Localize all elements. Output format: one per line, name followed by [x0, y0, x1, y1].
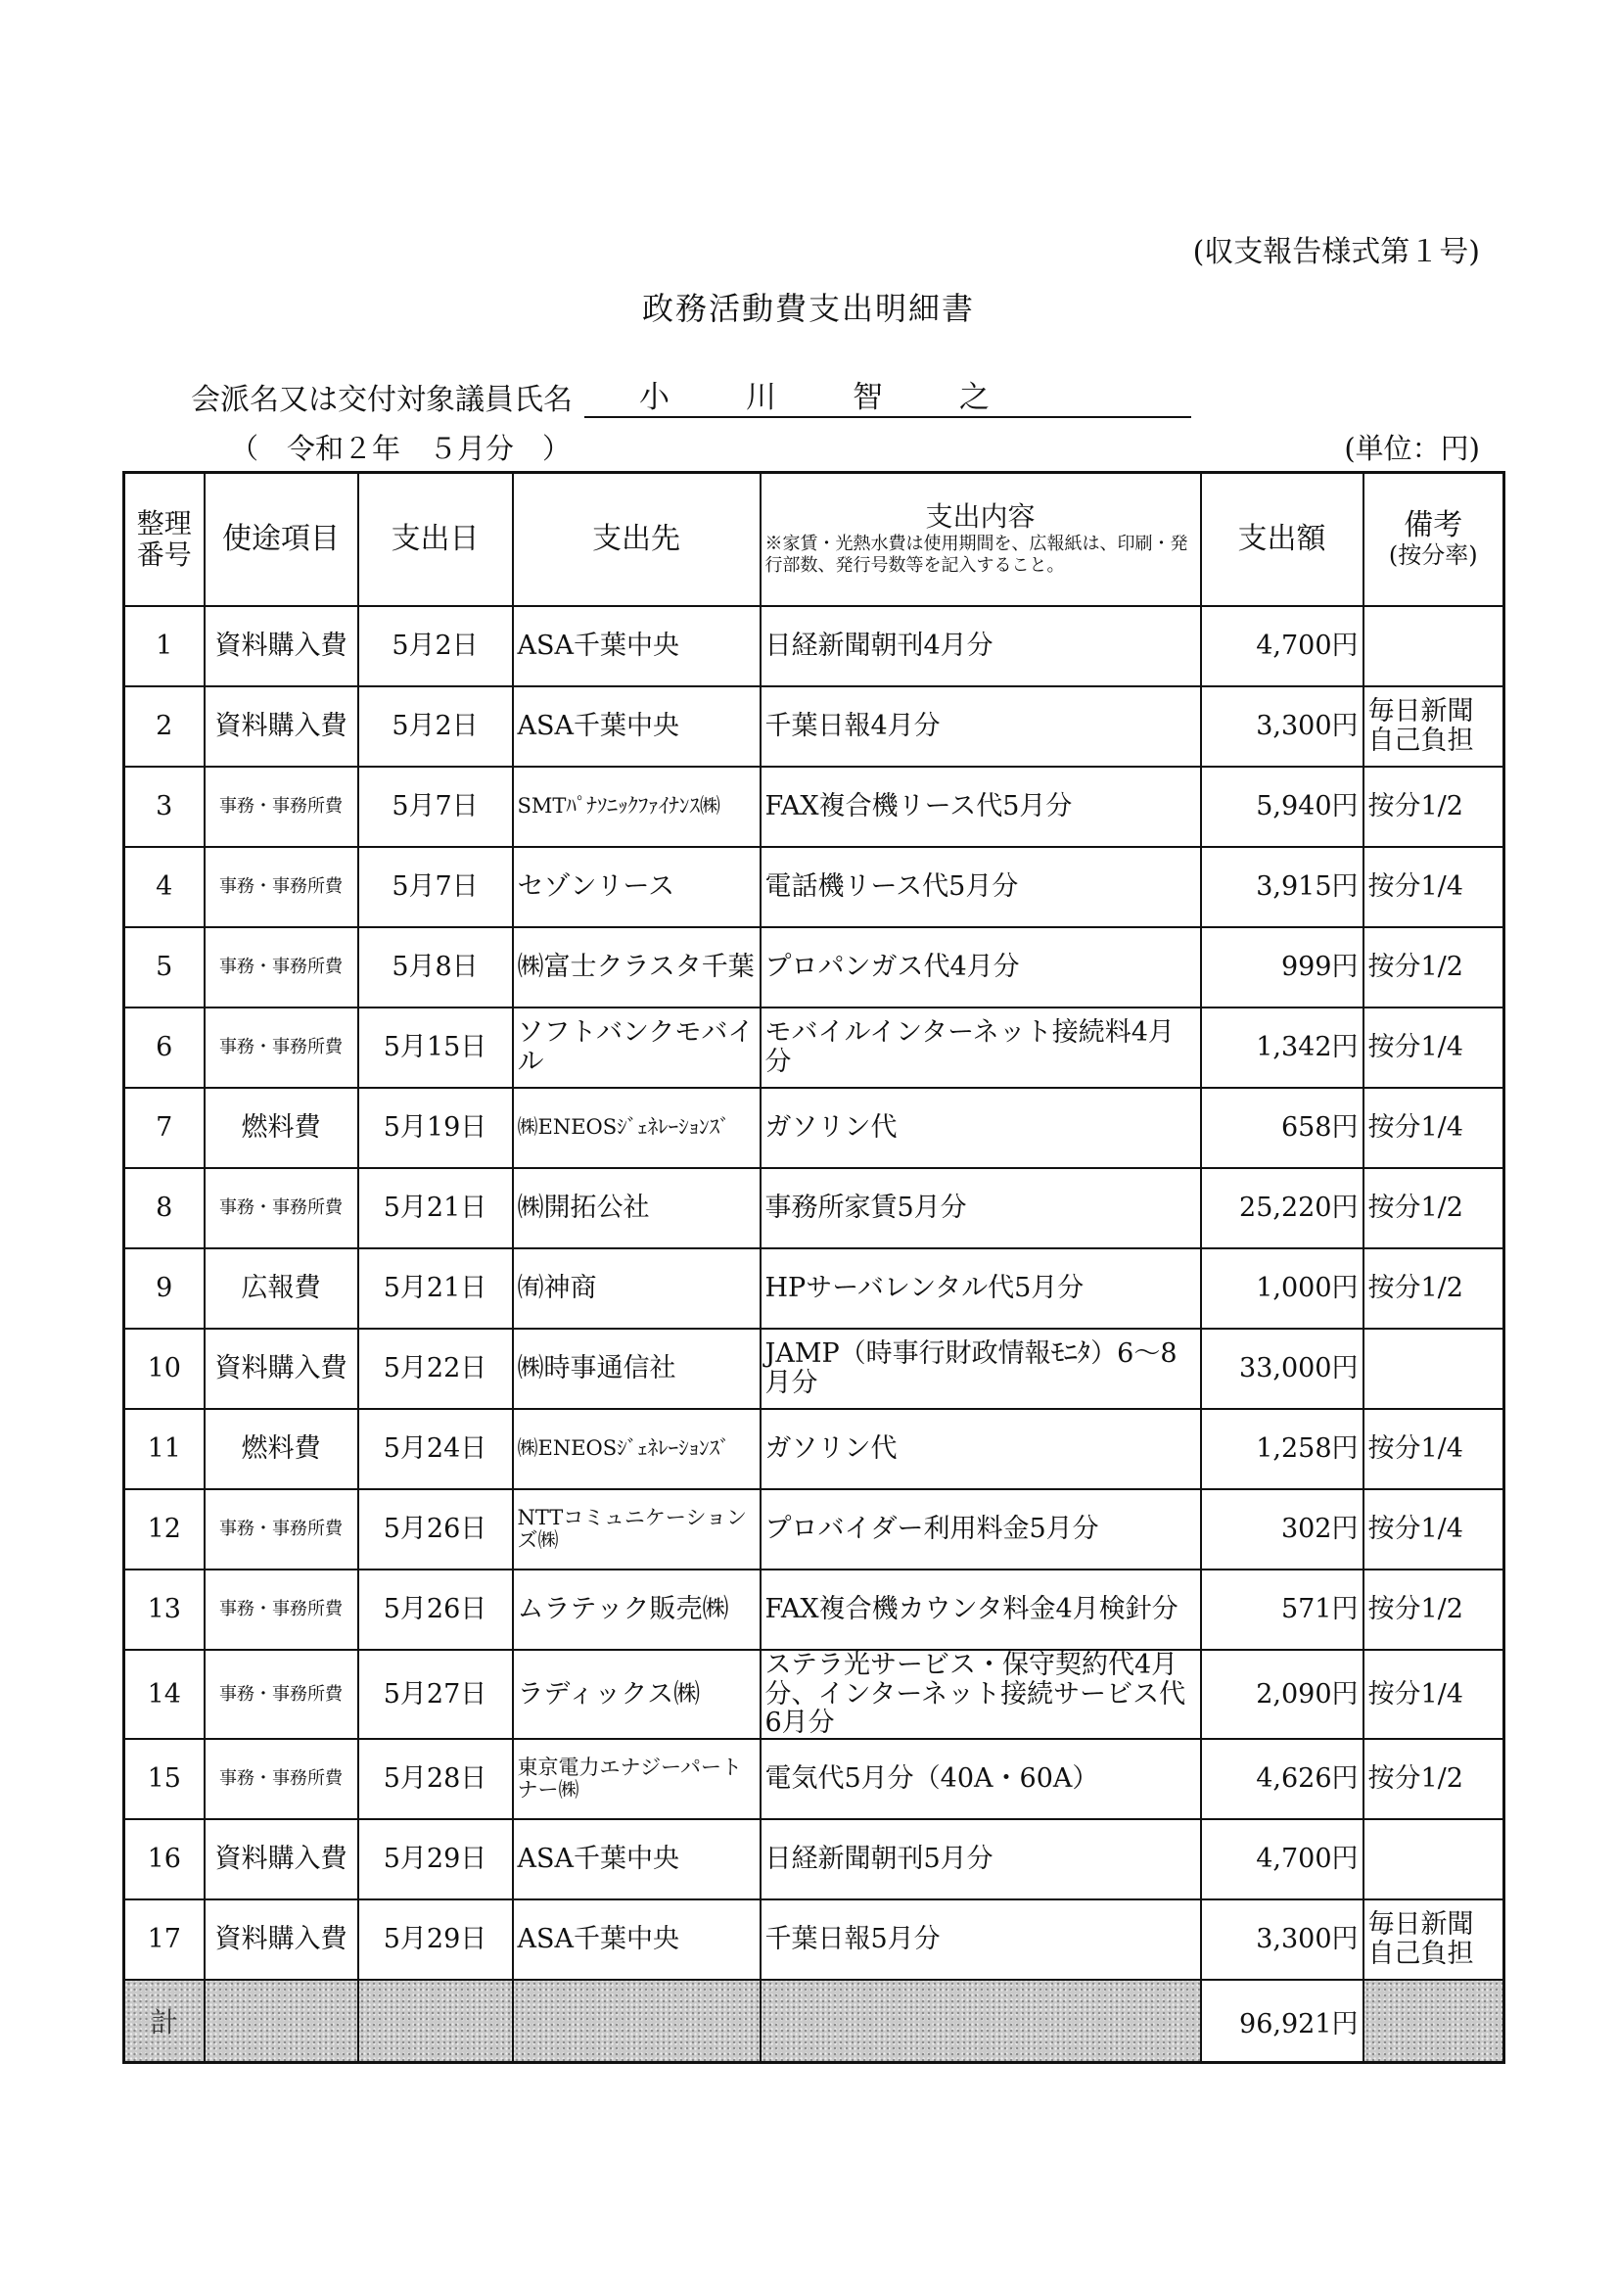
cell-remark [1363, 606, 1504, 686]
cell-payee: ASA千葉中央 [513, 686, 761, 767]
cell-no: 8 [124, 1168, 205, 1248]
cell-remark: 按分1/2 [1363, 1570, 1504, 1650]
cell-remark: 按分1/2 [1363, 1739, 1504, 1819]
cell-no: 2 [124, 686, 205, 767]
cell-content: JAMP（時事行財政情報ﾓﾆﾀ）6～8月分 [761, 1329, 1201, 1409]
cell-amount: 999円 [1201, 927, 1363, 1007]
total-shaded-cell [358, 1980, 513, 2063]
table-row [124, 606, 1504, 686]
cell-amount: 571円 [1201, 1570, 1363, 1650]
cell-purpose: 事務・事務所費 [205, 1739, 358, 1819]
table-body [124, 606, 1504, 1980]
member-name: 小川智之 [584, 372, 1191, 418]
cell-remark: 按分1/4 [1363, 1489, 1504, 1570]
cell-purpose: 資料購入費 [205, 686, 358, 767]
expense-table [122, 471, 1505, 2064]
cell-date: 5月29日 [358, 1899, 513, 1980]
cell-amount: 33,000円 [1201, 1329, 1363, 1409]
member-row [191, 372, 1191, 418]
cell-purpose: 事務・事務所費 [205, 1570, 358, 1650]
cell-remark: 按分1/4 [1363, 1650, 1504, 1739]
cell-date: 5月22日 [358, 1329, 513, 1409]
cell-purpose: 事務・事務所費 [205, 767, 358, 847]
table-row [124, 1409, 1504, 1489]
cell-no: 5 [124, 927, 205, 1007]
header-remark-sub: (按分率) [1388, 541, 1478, 570]
table-row [124, 1819, 1504, 1899]
header-payee: 支出先 [513, 473, 761, 607]
cell-no: 14 [124, 1650, 205, 1739]
cell-payee: ㈱ENEOSｼﾞｪﾈﾚｰｼｮﾝｽﾞ [513, 1088, 761, 1168]
header-purpose: 使途項目 [205, 473, 358, 607]
cell-no: 13 [124, 1570, 205, 1650]
cell-content: 事務所家賃5月分 [761, 1168, 1201, 1248]
cell-amount: 2,090円 [1201, 1650, 1363, 1739]
cell-content: 電話機リース代5月分 [761, 847, 1201, 927]
table-row [124, 1248, 1504, 1329]
cell-date: 5月27日 [358, 1650, 513, 1739]
cell-date: 5月15日 [358, 1007, 513, 1088]
cell-no: 15 [124, 1739, 205, 1819]
cell-purpose: 事務・事務所費 [205, 1489, 358, 1570]
cell-payee: セゾンリース [513, 847, 761, 927]
cell-date: 5月26日 [358, 1570, 513, 1650]
cell-date: 5月7日 [358, 767, 513, 847]
header-content [761, 473, 1201, 607]
cell-date: 5月28日 [358, 1739, 513, 1819]
cell-amount: 25,220円 [1201, 1168, 1363, 1248]
cell-amount: 3,915円 [1201, 847, 1363, 927]
cell-no: 16 [124, 1819, 205, 1899]
total-shaded-cell [205, 1980, 358, 2063]
table-row [124, 1650, 1504, 1739]
cell-remark: 毎日新聞自己負担 [1363, 1899, 1504, 1980]
page-title: 政務活動費支出明細書 [641, 290, 975, 327]
cell-date: 5月19日 [358, 1088, 513, 1168]
cell-purpose: 事務・事務所費 [205, 1168, 358, 1248]
cell-no: 11 [124, 1409, 205, 1489]
cell-payee: ラディックス㈱ [513, 1650, 761, 1739]
cell-date: 5月2日 [358, 606, 513, 686]
unit-label: (単位：円) [1344, 432, 1480, 465]
cell-content: 日経新聞朝刊4月分 [761, 606, 1201, 686]
cell-amount: 1,342円 [1201, 1007, 1363, 1088]
cell-remark: 毎日新聞自己負担 [1363, 686, 1504, 767]
cell-remark: 按分1/2 [1363, 1248, 1504, 1329]
table-row [124, 927, 1504, 1007]
cell-content: 千葉日報4月分 [761, 686, 1201, 767]
cell-content: HPサーバレンタル代5月分 [761, 1248, 1201, 1329]
table-row [124, 1899, 1504, 1980]
cell-amount: 1,258円 [1201, 1409, 1363, 1489]
cell-no: 1 [124, 606, 205, 686]
cell-amount: 3,300円 [1201, 686, 1363, 767]
cell-date: 5月8日 [358, 927, 513, 1007]
cell-no: 6 [124, 1007, 205, 1088]
header-content-main: 支出内容 [925, 500, 1036, 534]
cell-date: 5月26日 [358, 1489, 513, 1570]
cell-payee: ASA千葉中央 [513, 1899, 761, 1980]
table-row [124, 1168, 1504, 1248]
cell-content: プロバイダー利用料金5月分 [761, 1489, 1201, 1570]
cell-date: 5月2日 [358, 686, 513, 767]
cell-content: 日経新聞朝刊5月分 [761, 1819, 1201, 1899]
cell-purpose: 事務・事務所費 [205, 1650, 358, 1739]
table-row [124, 767, 1504, 847]
header-content-note: ※家賃・光熱水費は使用期間を、広報紙は、印刷・発行部数、発行号数等を記入すること。 [764, 533, 1188, 577]
header-remark [1363, 473, 1504, 607]
cell-date: 5月21日 [358, 1168, 513, 1248]
cell-payee: NTTコミュニケーションズ㈱ [513, 1489, 761, 1570]
cell-purpose: 資料購入費 [205, 1899, 358, 1980]
cell-purpose: 資料購入費 [205, 1819, 358, 1899]
header-remark-main: 備考 [1404, 507, 1463, 542]
table-row [124, 1329, 1504, 1409]
cell-amount: 4,626円 [1201, 1739, 1363, 1819]
cell-remark: 按分1/2 [1363, 927, 1504, 1007]
cell-no: 12 [124, 1489, 205, 1570]
table-row [124, 1570, 1504, 1650]
cell-content: モバイルインターネット接続料4月分 [761, 1007, 1201, 1088]
cell-amount: 3,300円 [1201, 1899, 1363, 1980]
cell-payee: ASA千葉中央 [513, 606, 761, 686]
cell-payee: ㈱ENEOSｼﾞｪﾈﾚｰｼｮﾝｽﾞ [513, 1409, 761, 1489]
cell-date: 5月21日 [358, 1248, 513, 1329]
cell-no: 3 [124, 767, 205, 847]
cell-remark: 按分1/4 [1363, 1409, 1504, 1489]
cell-amount: 4,700円 [1201, 606, 1363, 686]
cell-content: FAX複合機リース代5月分 [761, 767, 1201, 847]
cell-payee: ASA千葉中央 [513, 1819, 761, 1899]
cell-purpose: 資料購入費 [205, 606, 358, 686]
table-row [124, 1007, 1504, 1088]
reporting-period: （ 令和２年 ５月分 ） [230, 432, 572, 465]
total-shaded-cell [761, 1980, 1201, 2063]
total-row [124, 1980, 1504, 2063]
cell-no: 7 [124, 1088, 205, 1168]
header-date: 支出日 [358, 473, 513, 607]
cell-purpose: 事務・事務所費 [205, 847, 358, 927]
cell-date: 5月29日 [358, 1819, 513, 1899]
cell-remark [1363, 1819, 1504, 1899]
total-shaded-cell [513, 1980, 761, 2063]
cell-remark: 按分1/4 [1363, 847, 1504, 927]
cell-content: ステラ光サービス・保守契約代4月分、インターネット接続サービス代6月分 [761, 1650, 1201, 1739]
cell-no: 17 [124, 1899, 205, 1980]
cell-payee: SMTﾊﾟﾅｿﾆｯｸﾌｧｲﾅﾝｽ㈱ [513, 767, 761, 847]
header-no: 整理番号 [124, 473, 205, 607]
cell-remark: 按分1/4 [1363, 1088, 1504, 1168]
cell-payee: ㈱時事通信社 [513, 1329, 761, 1409]
cell-payee: ㈲神商 [513, 1248, 761, 1329]
cell-remark [1363, 1329, 1504, 1409]
cell-amount: 302円 [1201, 1489, 1363, 1570]
member-label: 会派名又は交付対象議員氏名 [191, 383, 573, 417]
cell-content: ガソリン代 [761, 1409, 1201, 1489]
cell-payee: ムラテック販売㈱ [513, 1570, 761, 1650]
cell-date: 5月7日 [358, 847, 513, 927]
cell-date: 5月24日 [358, 1409, 513, 1489]
cell-payee: ㈱富士クラスタ千葉 [513, 927, 761, 1007]
cell-remark: 按分1/4 [1363, 1007, 1504, 1088]
cell-amount: 1,000円 [1201, 1248, 1363, 1329]
cell-purpose: 広報費 [205, 1248, 358, 1329]
cell-remark: 按分1/2 [1363, 1168, 1504, 1248]
cell-content: プロパンガス代4月分 [761, 927, 1201, 1007]
cell-payee: 東京電力エナジーパートナー㈱ [513, 1739, 761, 1819]
total-shaded-cell [1363, 1980, 1504, 2063]
cell-amount: 658円 [1201, 1088, 1363, 1168]
table-row [124, 1088, 1504, 1168]
cell-purpose: 燃料費 [205, 1088, 358, 1168]
cell-purpose: 事務・事務所費 [205, 1007, 358, 1088]
total-amount: 96,921円 [1201, 1980, 1363, 2063]
table-header [124, 473, 1504, 607]
cell-amount: 5,940円 [1201, 767, 1363, 847]
cell-payee: ソフトバンクモバイル [513, 1007, 761, 1088]
form-number: (収支報告様式第１号) [1192, 235, 1480, 269]
cell-purpose: 資料購入費 [205, 1329, 358, 1409]
cell-no: 10 [124, 1329, 205, 1409]
table-row [124, 1489, 1504, 1570]
cell-purpose: 事務・事務所費 [205, 927, 358, 1007]
total-label: 計 [124, 1980, 205, 2063]
cell-content: 千葉日報5月分 [761, 1899, 1201, 1980]
table-row [124, 686, 1504, 767]
cell-no: 9 [124, 1248, 205, 1329]
cell-purpose: 燃料費 [205, 1409, 358, 1489]
cell-payee: ㈱開拓公社 [513, 1168, 761, 1248]
cell-content: FAX複合機カウンタ料金4月検針分 [761, 1570, 1201, 1650]
cell-no: 4 [124, 847, 205, 927]
cell-remark: 按分1/2 [1363, 767, 1504, 847]
table-row [124, 847, 1504, 927]
cell-content: ガソリン代 [761, 1088, 1201, 1168]
cell-amount: 4,700円 [1201, 1819, 1363, 1899]
cell-content: 電気代5月分（40A・60A） [761, 1739, 1201, 1819]
header-amount: 支出額 [1201, 473, 1363, 607]
table-row [124, 1739, 1504, 1819]
